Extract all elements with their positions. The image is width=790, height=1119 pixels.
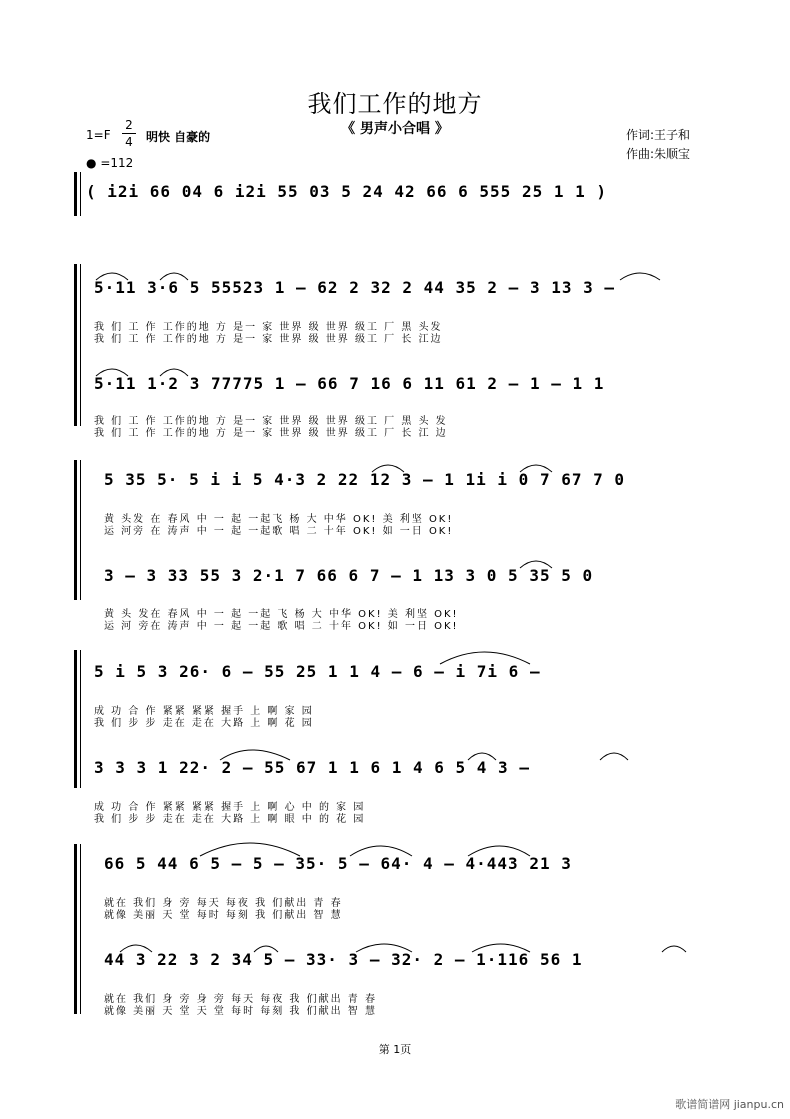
upper-lyric-verse2: 运 河旁 在 涛声 中 一 起 一起歌 唱 二 十年 OK! 如 一日 OK! [104, 526, 454, 537]
upper-voice-notes: 66 5 44 6 5 – 5 – 35· 5 – 64· 4 – 4·443 21 3 [104, 854, 572, 873]
time-numerator: 2 [125, 118, 133, 132]
lower-lyric-verse1: 成 功 合 作 紧紧 紧紧 握手 上 啊 心 中 的 家 园 [94, 802, 366, 813]
lower-lyric-verse1: 我 们 工 作 工作的地 方 是一 家 世界 级 世界 级工 厂 黑 头 发 [94, 416, 448, 427]
lower-lyric-verse2: 就像 美丽 天 堂 天 堂 每时 每刻 我 们献出 智 慧 [104, 1006, 377, 1017]
upper-lyric-verse1: 就在 我们 身 旁 每天 每夜 我 们献出 青 春 [104, 898, 343, 909]
song-title: 我们工作的地方 [307, 90, 483, 118]
upper-voice-notes: 5·11 3·6 5 55523 1 – 62 2 32 2 44 35 2 – 3 13 3 – [94, 278, 616, 297]
upper-voice-notes: 5 i 5 3 26· 6 – 55 25 1 1 4 – 6 – i 7i 6 – [94, 662, 541, 681]
watermark: 歌谱简谱网 jianpu.cn [675, 1098, 784, 1111]
upper-voice-notes: 5 35 5· 5 i i 5 4·3 2 22 12 3 – 1 1i i 0 7 67 7 0 [104, 470, 626, 489]
upper-lyric-verse1: 我 们 工 作 工作的地 方 是一 家 世界 级 世界 级工 厂 黑 头发 [94, 322, 443, 333]
lower-lyric-verse2: 我 们 工 作 工作的地 方 是一 家 世界 级 世界 级工 厂 长 江 边 [94, 428, 448, 439]
upper-lyric-verse2: 我 们 步 步 走在 走在 大路 上 啊 花 园 [94, 718, 314, 729]
lower-lyric-verse2: 运 河 旁在 涛声 中 一 起 一起 歌 唱 二 十年 OK! 如 一日 OK! [104, 621, 459, 632]
time-denominator: 4 [125, 135, 133, 149]
upper-lyric-verse1: 成 功 合 作 紧紧 紧紧 握手 上 啊 家 园 [94, 706, 314, 717]
tempo-marking: 明快 自豪的 [146, 130, 211, 144]
composer-credit: 作曲:朱顺宝 [626, 147, 691, 161]
lyricist-credit: 作词:王子和 [626, 128, 691, 142]
key-signature: 1=F [86, 128, 111, 142]
metronome-value: =112 [100, 156, 134, 170]
intro-notes: ( i2i 66 04 6 i2i 55 03 5 24 42 66 6 555 25 1 1 ) [86, 182, 608, 201]
upper-lyric-verse2: 我 们 工 作 工作的地 方 是一 家 世界 级 世界 级工 厂 长 江边 [94, 334, 443, 345]
lower-voice-notes: 44 3 22 3 2 34 5 – 33· 3 – 32· 2 – 1·116 56 1 [104, 950, 583, 969]
upper-lyric-verse1: 黄 头发 在 春风 中 一 起 一起飞 杨 大 中华 OK! 美 利坚 OK! [104, 514, 454, 525]
lower-voice-notes: 5·11 1·2 3 77775 1 – 66 7 16 6 11 61 2 – 1 – 1 1 [94, 374, 605, 393]
lower-lyric-verse2: 我 们 步 步 走在 走在 大路 上 啊 眼 中 的 花 园 [94, 814, 366, 825]
page-number: 第 1页 [378, 1043, 412, 1056]
lower-voice-notes: 3 – 3 33 55 3 2·1 7 66 6 7 – 1 13 3 0 5 35 5 0 [104, 566, 594, 585]
lower-voice-notes: 3 3 3 1 22· 2 – 55 67 1 1 6 1 4 6 5 4 3 – [94, 758, 530, 777]
note-icon: ● [86, 156, 97, 170]
lower-lyric-verse1: 黄 头 发在 春风 中 一 起 一起 飞 杨 大 中华 OK! 美 利坚 OK! [104, 609, 459, 620]
upper-lyric-verse2: 就像 美丽 天 堂 每时 每刻 我 们献出 智 慧 [104, 910, 343, 921]
lower-lyric-verse1: 就在 我们 身 旁 身 旁 每天 每夜 我 们献出 青 春 [104, 994, 377, 1005]
song-subtitle: 《 男声小合唱 》 [341, 121, 449, 137]
